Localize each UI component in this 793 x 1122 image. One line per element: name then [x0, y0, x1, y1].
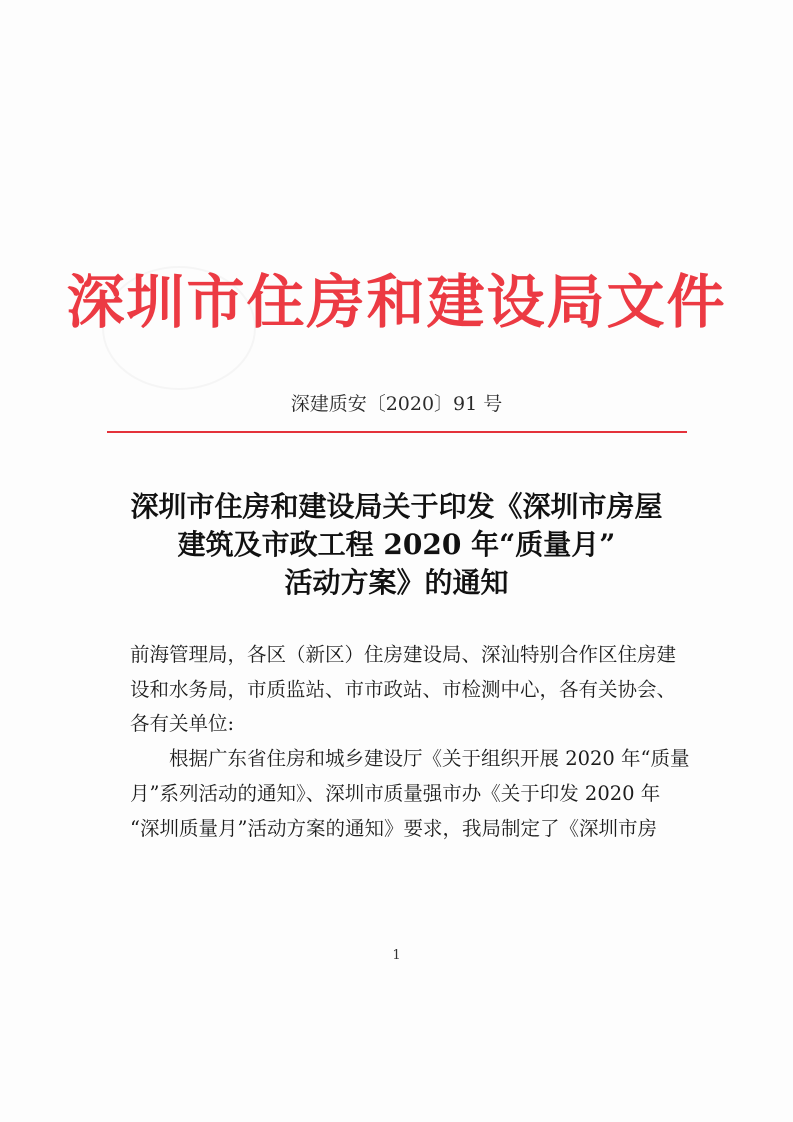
page-number: 1 [392, 948, 401, 963]
title-line-3: 活动方案》的通知 [284, 566, 509, 599]
body-line: 设和水务局，市质监站、市市政站、市检测中心，各有关协会、 [130, 677, 677, 701]
title-line-2: 建筑及市政工程 2020 年“质量月” [177, 528, 616, 561]
body-line: “深圳质量月”活动方案的通知》要求，我局制定了《深圳市房 [130, 816, 657, 840]
red-separator-line [107, 431, 687, 433]
body-line: 各有关单位: [130, 712, 235, 736]
title-line-1: 深圳市住房和建设局关于印发《深圳市房屋 [130, 490, 663, 523]
body-line: 月”系列活动的通知》、深圳市质量强市办《关于印发 2020 年 [130, 781, 661, 805]
organization-header: 深圳市住房和建设局文件 [66, 268, 727, 336]
document-title [0, 488, 793, 602]
document-number: 深建质安〔2020〕91 号 [290, 393, 503, 415]
body-line: 根据广东省住房和城乡建设厅《关于组织开展 2020 年“质量 [130, 747, 690, 771]
body-line: 前海管理局，各区（新区）住房建设局、深汕特别合作区住房建 [130, 643, 677, 666]
body-text [130, 638, 690, 846]
